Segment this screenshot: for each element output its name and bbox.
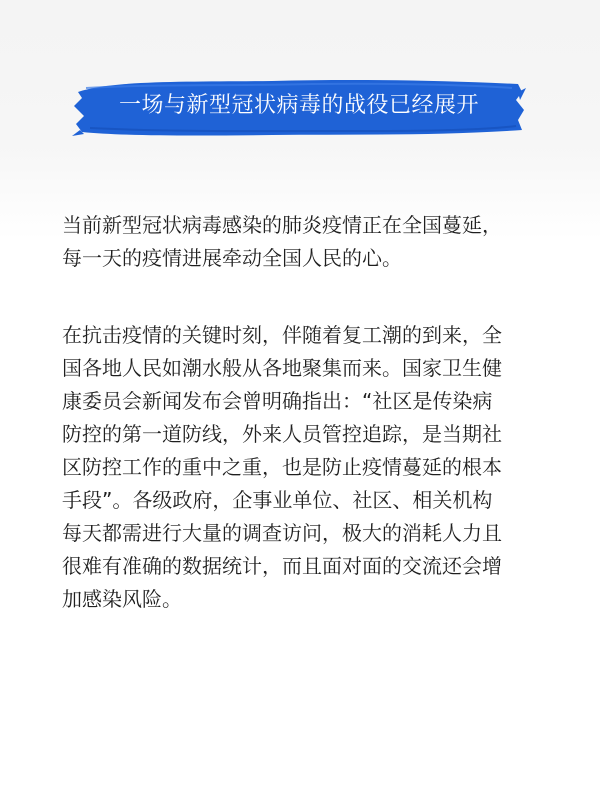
article-body — [62, 209, 552, 616]
page-title: 一场与新型冠状病毒的战役已经展开 — [118, 93, 479, 118]
paragraph-2: 在抗击疫情的关键时刻，伴随着复工潮的到来，全 国各地人民如潮水般从各地聚集而来。国家卫生健 康委员会新闻发布会曾明确指出：“社区是传染病 防控的第一道防线，外来人员管控追踪，是当期社 区防控工作的重中之重，也是防止疫情蔓延的根本 手段”。各级政府，企事业单位、社区、相关机构 每天都需进行大量的调查访问，极大的消耗人力且 很难有准确的数据统计，而且面对面的交流还会增 加感染风险。 — [62, 323, 502, 611]
title-banner — [72, 70, 526, 142]
paragraph-1: 当前新型冠状病毒感染的肺炎疫情正在全国蔓延， 每一天的疫情进展牵动全国人民的心。 — [62, 213, 502, 270]
